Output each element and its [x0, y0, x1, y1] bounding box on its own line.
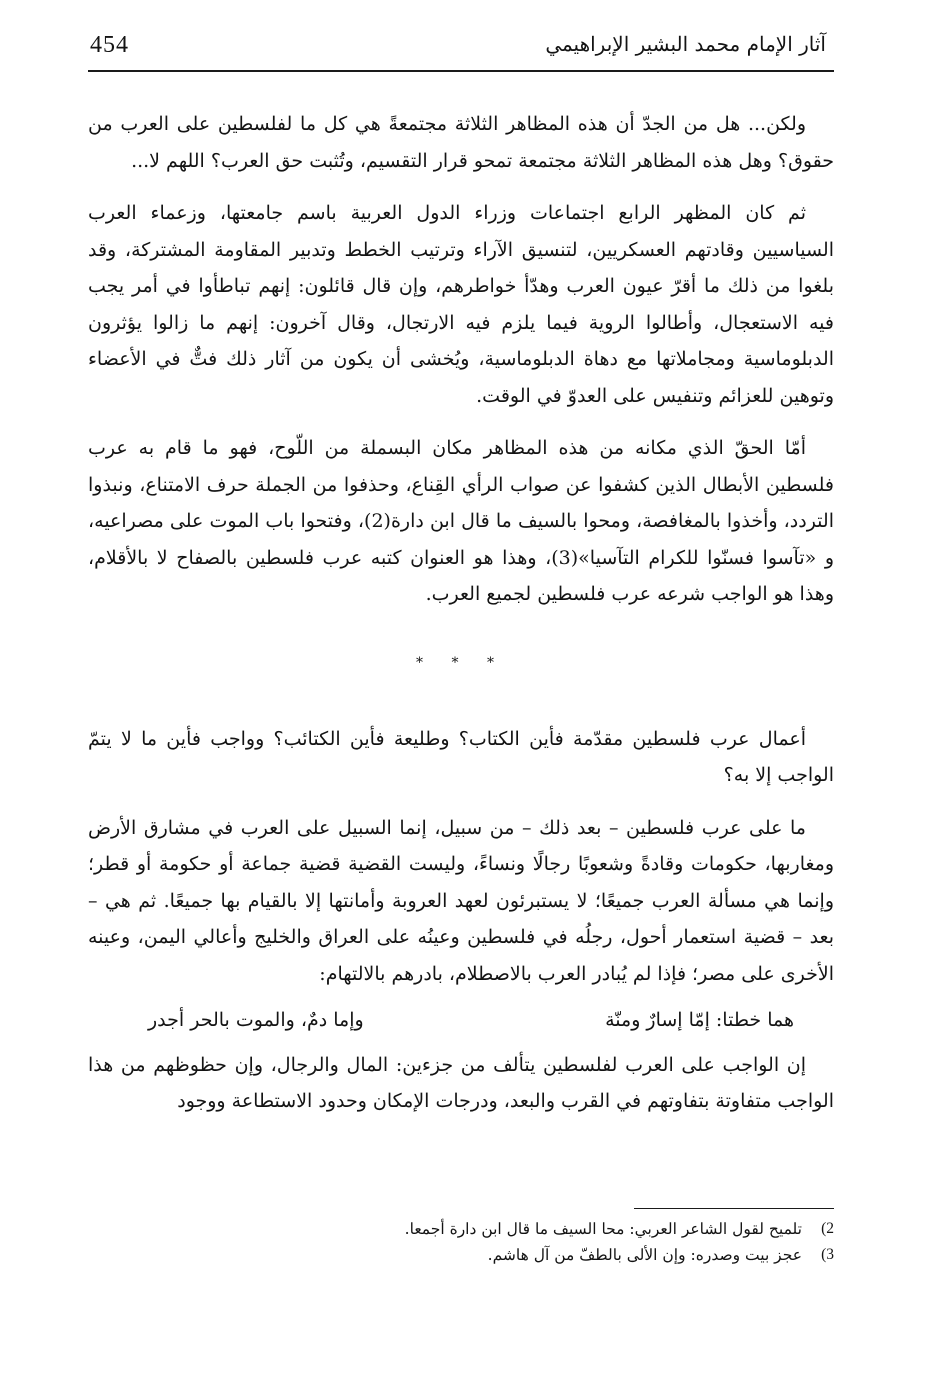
paragraph: أمّا الحقّ الذي مكانه من هذه المظاهر مكان البسملة من اللّوح، فهو ما قام به عرب فلسطين الأبطال الذين كشفوا عن صواب الرأي القِناع، وحذفوا من الجملة حرف الامتناع، ونبذوا التردد، وأخذوا بالمغافصة، ومحوا بالسيف ما قال ابن دارة(2)، وفتحوا باب الموت على مصراعيه، و «تآسوا فسنّوا للكرام التآسيا»(3)، وهذا هو العنوان كتبه عرب فلسطين بالصفاح لا بالأقلام، وهذا هو الواجب شرعه عرب فلسطين لجميع العرب. [88, 437, 835, 605]
paragraph: ولكن... هل من الجدّ أن هذه المظاهر الثلاثة مجتمعةً هي كل ما لفلسطين على العرب من حقوق؟ وهل هذه المظاهر الثلاثة مجتمعة تمحو قرار التقسيم، وتُثبت حق العرب؟ اللهم لا... [88, 113, 834, 172]
paragraph: أعمال عرب فلسطين مقدّمة فأين الكتاب؟ وطليعة فأين الكتائب؟ وواجب فأين ما لا يتمّ الواجب إلا به؟ [88, 727, 834, 786]
footnotes [88, 1216, 834, 1268]
footnote-text: عجز بيت وصدره: وإن الألى بالطفّ من آل هاشم. [487, 1246, 802, 1264]
body-text [88, 106, 834, 1120]
page-header [88, 28, 834, 68]
paragraph: إن الواجب على العرب لفلسطين يتألف من جزءين: المال والرجال، وإن حظوظهم من هذا الواجب متفاوتة بتفاوتهم في القرب والبعد، ودرجات الإمكان وحدود الاستطاعة ووجود [88, 1053, 834, 1112]
verse-first-hemistich: هما خطتا: إمّا إسارٌ ومنّة [605, 1009, 794, 1031]
section-separator: * * * [416, 654, 506, 671]
running-title: آثار الإمام محمد البشير الإبراهيمي [545, 32, 826, 56]
footnote-rule [634, 1208, 834, 1209]
header-rule [88, 70, 834, 72]
verse-second-hemistich: وإما دمٌ، والموت بالحر أجدر [148, 1009, 364, 1031]
footnote-number: 2) [821, 1220, 834, 1237]
footnote-text: تلميح لقول الشاعر العربي: محا السيف ما قال ابن دارة أجمعا. [404, 1220, 802, 1238]
paragraph: ما على عرب فلسطين – بعد ذلك – من سبيل، إنما السبيل على العرب في مشارق الأرض ومغاربها، حكومات وقادةً وشعوبًا رجالًا ونساءً، وليست القضية قضية جماعة أو حكومة أو قطر؛ وإنما هي مسألة العرب جميعًا؛ لا يستبرئون لعهد العروبة وأمانتها إلا بالقيام بها جميعًا. ثم هي – بعد – قضية استعمار أحول، رجلُه في فلسطين وعينُه على العراق والخليج وأعالي اليمن، وعينه الأخرى على مصر؛ فإذا لم يُبادر العرب بالاصطلام، بادرهم بالالتهام: [88, 816, 834, 985]
page-number: 454 [90, 32, 129, 58]
paragraph: ثم كان المظهر الرابع اجتماعات وزراء الدول العربية باسم جامعتها، وزعماء العرب السياسيين وقادتهم العسكريين، لتنسيق الآراء وترتيب الخطط وتدبير المقاومة المشتركة، وقد بلغوا من ذلك ما أقرّ عيون العرب وهدّأ خواطرهم، وإن قال قائلون: إنهم تباطأوا في أمر يجب فيه الاستعجال، وأطالوا الروية فيما يلزم فيه الارتجال، وقال آخرون: إنهم ما زالوا يؤثرون الدبلوماسية ومجاملاتها مع دهاة الدبلوماسية، ويُخشى أن يكون من آثار ذلك فتٌّ في الأعضاء وتوهين للعزائم وتنفيس على العدوّ في الوقت. [88, 202, 834, 407]
footnote-number: 3) [821, 1246, 834, 1263]
footnote [88, 1216, 834, 1242]
poetry-verse [88, 1002, 834, 1039]
footnote [88, 1242, 834, 1268]
